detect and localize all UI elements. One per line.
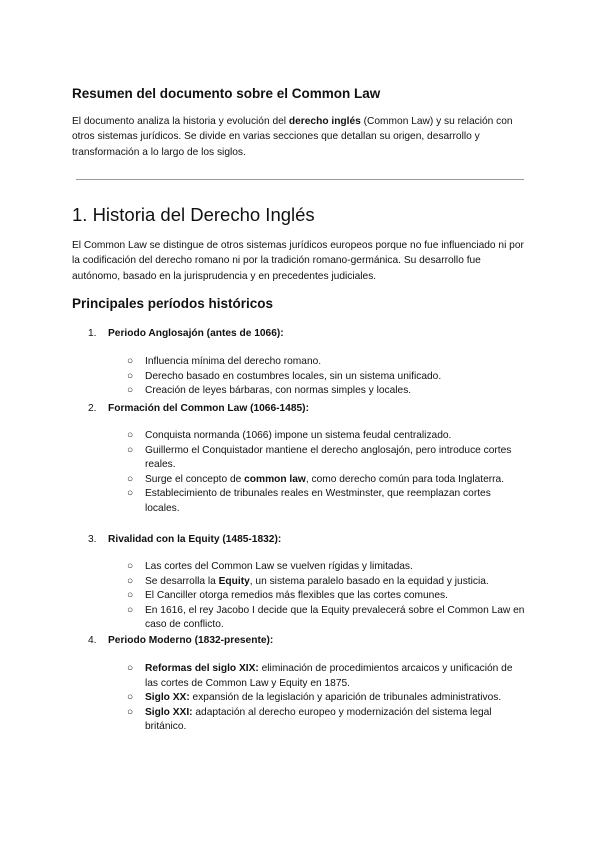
bold-term: common law: [244, 473, 306, 485]
circle-bullet-icon: ○: [127, 604, 134, 616]
intro-text-end: (Common Law) y su relación con otros sistemas jurídicos. Se divide en varias secciones que detallan su origen, desarrollo y transformación a lo largo de los siglos.: [72, 116, 513, 158]
circle-bullet-icon: ○: [127, 590, 134, 602]
period-title: Formación del Common Law (1066-1485):: [108, 403, 309, 414]
period-title: Rivalidad con la Equity (1485-1832):: [108, 534, 282, 545]
bold-term: Equity: [218, 575, 250, 587]
circle-bullet-icon: ○: [127, 692, 134, 704]
circle-bullet-icon: ○: [127, 488, 134, 500]
bold-term: Reformas del siglo XIX:: [145, 663, 259, 674]
bold-term: Siglo XX:: [145, 692, 190, 704]
list-item: ○ Siglo XX: expansión de la legislación y aparición de tribunales administrativos.: [127, 691, 525, 706]
circle-bullet-icon: ○: [127, 430, 134, 441]
periods-subtitle: Principales períodos históricos: [72, 296, 274, 311]
list-item: ○ Se desarrolla la Equity, un sistema paralelo basado en la equidad y justicia.: [127, 575, 525, 590]
period-title: Periodo Moderno (1832-presente):: [108, 635, 274, 646]
list-item: ○ Influencia mínima del derecho romano.: [127, 355, 525, 370]
horizontal-divider: [76, 179, 524, 180]
period-1-bullets: [127, 355, 525, 399]
section-title: 1. Historia del Derecho Inglés: [72, 204, 315, 225]
list-item: ○ En 1616, el rey Jacobo I decide que la Equity prevalecerá sobre el Common Law en caso de conflicto.: [127, 604, 525, 631]
period-4-bullets: [127, 662, 525, 735]
bold-term: Siglo XXI:: [145, 706, 193, 718]
period-number: 3.: [88, 534, 97, 545]
circle-bullet-icon: ○: [127, 473, 134, 485]
circle-bullet-icon: ○: [127, 385, 134, 397]
list-item: ○ Conquista normanda (1066) impone un sistema feudal centralizado.: [127, 429, 525, 444]
period-title: Periodo Anglosajón (antes de 1066):: [108, 328, 284, 339]
circle-bullet-icon: ○: [127, 356, 134, 367]
summary-intro: [72, 114, 524, 160]
list-item: ○ Creación de leyes bárbaras, con normas simples y locales.: [127, 384, 525, 399]
circle-bullet-icon: ○: [127, 444, 134, 456]
circle-bullet-icon: ○: [127, 706, 134, 718]
circle-bullet-icon: ○: [127, 561, 134, 572]
circle-bullet-icon: ○: [127, 663, 134, 674]
list-item: ○ Las cortes del Common Law se vuelven rígidas y limitadas.: [127, 560, 525, 575]
list-item: ○ Guillermo el Conquistador mantiene el derecho anglosajón, pero introduce cortes reales.: [127, 444, 512, 471]
list-item: ○ Establecimiento de tribunales reales en Westminster, que reemplazan cortes locales.: [127, 488, 491, 514]
list-item: ○ Siglo XXI: adaptación al derecho europeo y modernización del sistema legal británico.: [127, 706, 492, 733]
circle-bullet-icon: ○: [127, 575, 134, 587]
intro-text-start: El documento analiza la historia y evolución del: [72, 116, 289, 127]
period-number: 4.: [88, 635, 97, 646]
period-2: [88, 401, 309, 416]
list-item: ○ Surge el concepto de common law, como derecho común para toda Inglaterra.: [127, 473, 525, 488]
list-item: ○ Derecho basado en costumbres locales, sin un sistema unificado.: [127, 370, 525, 385]
period-4: [88, 633, 273, 648]
list-item: ○ Reformas del siglo XIX: eliminación de procedimientos arcaicos y unificación de las cortes de Common Law y Equity en 1875.: [127, 663, 513, 689]
list-item: ○ El Canciller otorga remedios más flexibles que las cortes comunes.: [127, 589, 525, 604]
period-number: 2.: [88, 403, 97, 414]
summary-title: Resumen del documento sobre el Common Law: [72, 86, 381, 101]
period-2-bullets: [127, 429, 525, 517]
period-number: 1.: [88, 328, 97, 339]
period-3: [88, 532, 281, 547]
intro-bold: derecho inglés: [288, 116, 361, 127]
circle-bullet-icon: ○: [127, 370, 134, 382]
section-paragraph: El Common Law se distingue de otros sistemas jurídicos europeos porque no fue influenciado ni por la codificación del derecho romano ni por la tradición romano-germánica. Su desarrollo fue autónomo, basado en la jurisprudencia y en precedentes judiciales.: [72, 240, 524, 282]
period-3-bullets: [127, 560, 525, 633]
period-1: [88, 326, 284, 341]
